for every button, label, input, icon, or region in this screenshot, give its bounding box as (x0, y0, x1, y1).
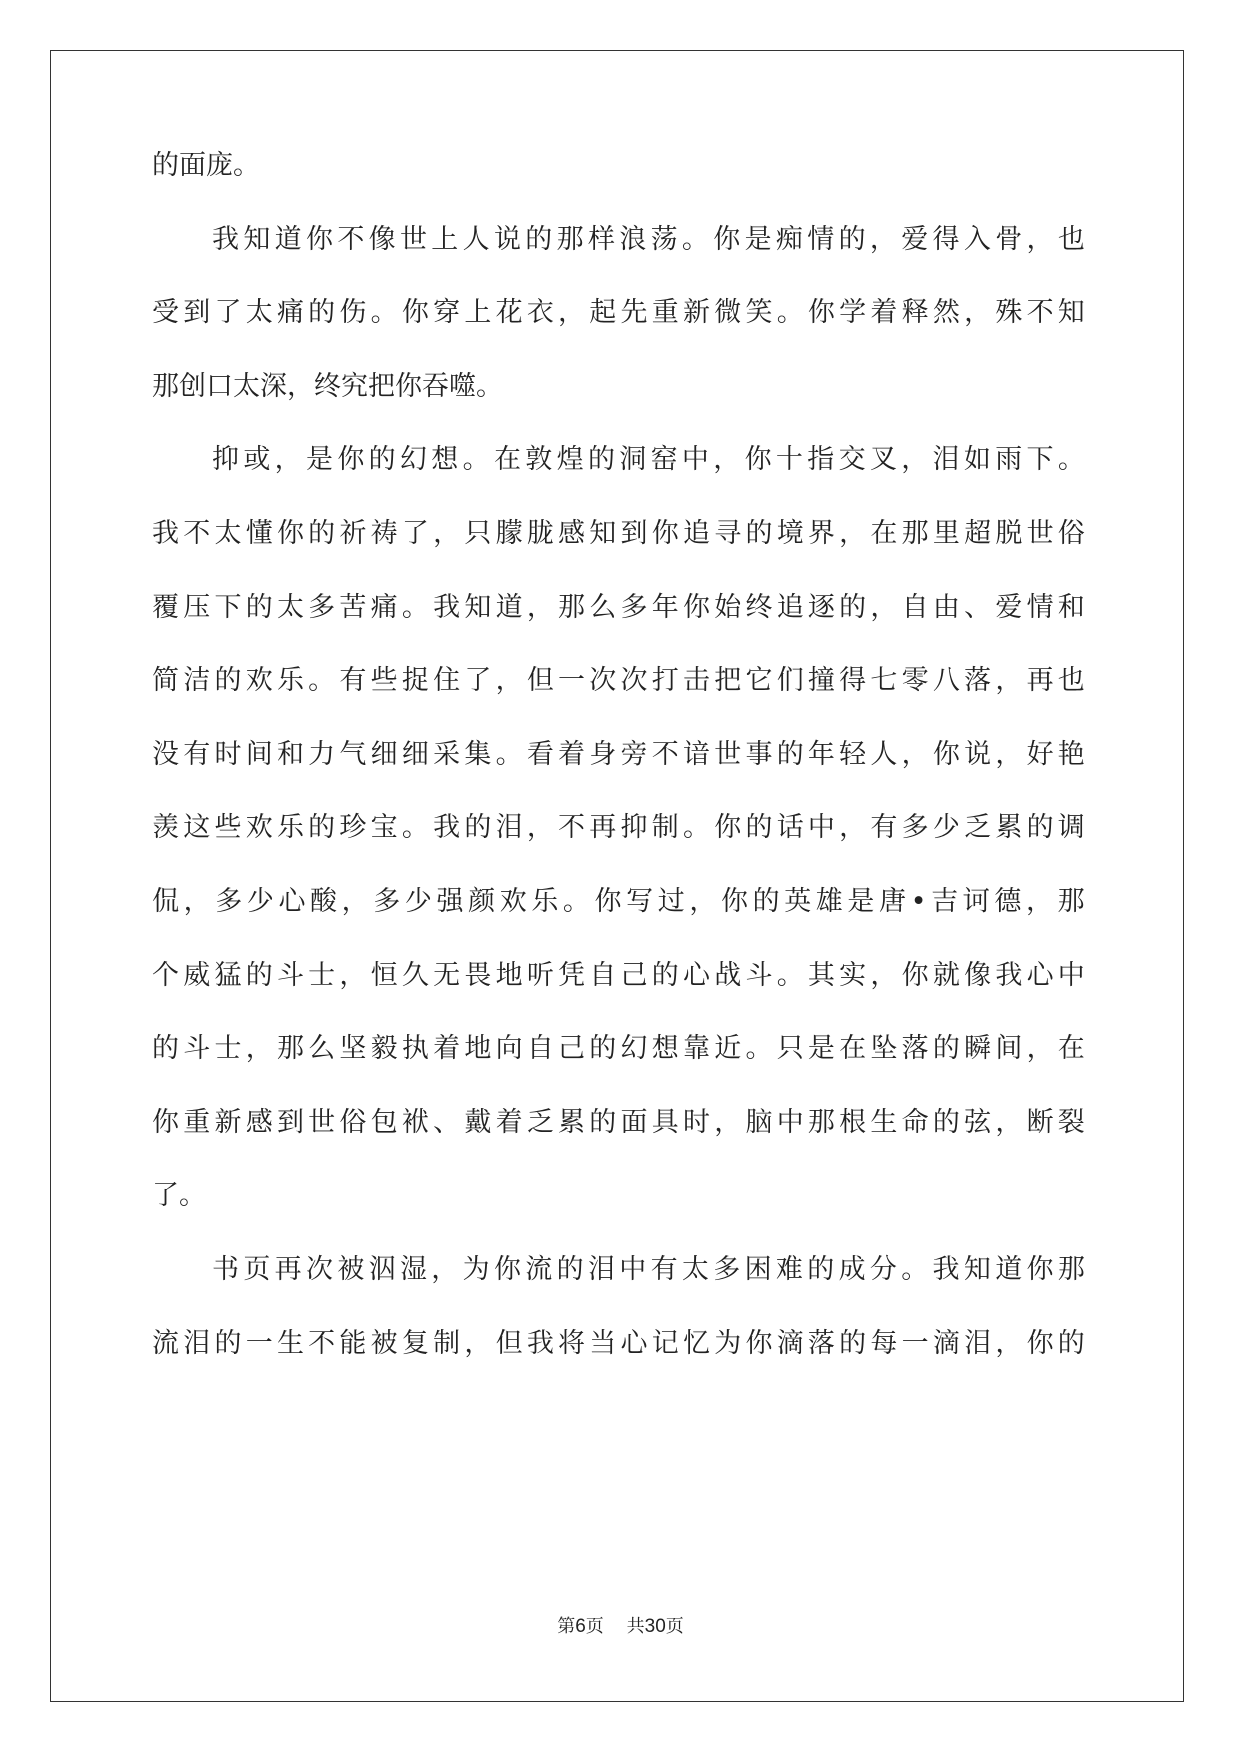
text-line: 羡 这 些 欢 乐 的 珍 宝 。 我 的 泪 ， 不 再 抑 制 。 你 的 话 中 ， 有 多 少 乏 累 的 调 (152, 812, 1085, 844)
text-line: 侃 ， 多 少 心 酸 ， 多 少 强 颜 欢 乐 。 你 写 过 ， 你 的 英 雄 是 唐 • 吉 诃 德 ， 那 (152, 886, 1085, 917)
text-line: 了。 (152, 1180, 206, 1212)
text-line: 那创口太深，终究把你吞噬。 (152, 370, 503, 402)
text-line: 简 洁 的 欢 乐 。 有 些 捉 住 了 ， 但 一 次 次 打 击 把 它 们 撞 得 七 零 八 落 ， 再 也 (152, 665, 1085, 697)
text-line: 我 不 太 懂 你 的 祈 祷 了 ， 只 朦 胧 感 知 到 你 追 寻 的 境 界 ， 在 那 里 超 脱 世 俗 (152, 518, 1085, 549)
footer-prefix: 第 (557, 1616, 576, 1637)
text-line: 没 有 时 间 和 力 气 细 细 采 集 。 看 着 身 旁 不 谙 世 事 的 年 轻 人 ， 你 说 ， 好 艳 (152, 738, 1085, 770)
text-line: 的 斗 士 ， 那 么 坚 毅 执 着 地 向 自 己 的 幻 想 靠 近 。 只 是 在 坠 落 的 瞬 间 ， 在 (152, 1033, 1085, 1065)
current-page-number: 6 (575, 1616, 586, 1637)
text-line: 受 到 了 太 痛 的 伤 。 你 穿 上 花 衣 ， 起 先 重 新 微 笑 。 你 学 着 释 然 ， 殊 不 知 (152, 297, 1085, 329)
text-line: 流 泪 的 一 生 不 能 被 复 制 ， 但 我 将 当 心 记 忆 为 你 滴 落 的 每 一 滴 泪 ， 你 的 (152, 1327, 1085, 1359)
footer-total-prefix: 共 (626, 1616, 645, 1637)
text-line: 覆 压 下 的 太 多 苦 痛 。 我 知 道 ， 那 么 多 年 你 始 终 追 逐 的 ， 自 由 、 爱 情 和 (152, 591, 1085, 623)
total-page-number: 30 (644, 1616, 666, 1637)
footer-page-suffix: 页 (585, 1616, 604, 1637)
text-line: 你 重 新 感 到 世 俗 包 袱 、 戴 着 乏 累 的 面 具 时 ， 脑 中 那 根 生 命 的 弦 ， 断 裂 (152, 1106, 1085, 1138)
text-line: 书 页 再 次 被 泅 湿 ， 为 你 流 的 泪 中 有 太 多 困 难 的 成 分 。 我 知 道 你 那 (212, 1254, 1085, 1285)
text-line: 抑 或 ， 是 你 的 幻 想 。 在 敦 煌 的 洞 窑 中 ， 你 十 指 交 叉 ， 泪 如 雨 下 。 (212, 444, 1085, 476)
footer-total-suffix: 页 (665, 1616, 684, 1637)
page-footer (0, 1617, 1241, 1636)
text-line: 的面庞。 (152, 150, 260, 181)
text-line: 我 知 道 你 不 像 世 上 人 说 的 那 样 浪 荡 。 你 是 痴 情 的 ， 爱 得 入 骨 ， 也 (212, 223, 1085, 255)
text-line: 个 威 猛 的 斗 士 ， 恒 久 无 畏 地 听 凭 自 己 的 心 战 斗 。 其 实 ， 你 就 像 我 心 中 (152, 959, 1085, 991)
